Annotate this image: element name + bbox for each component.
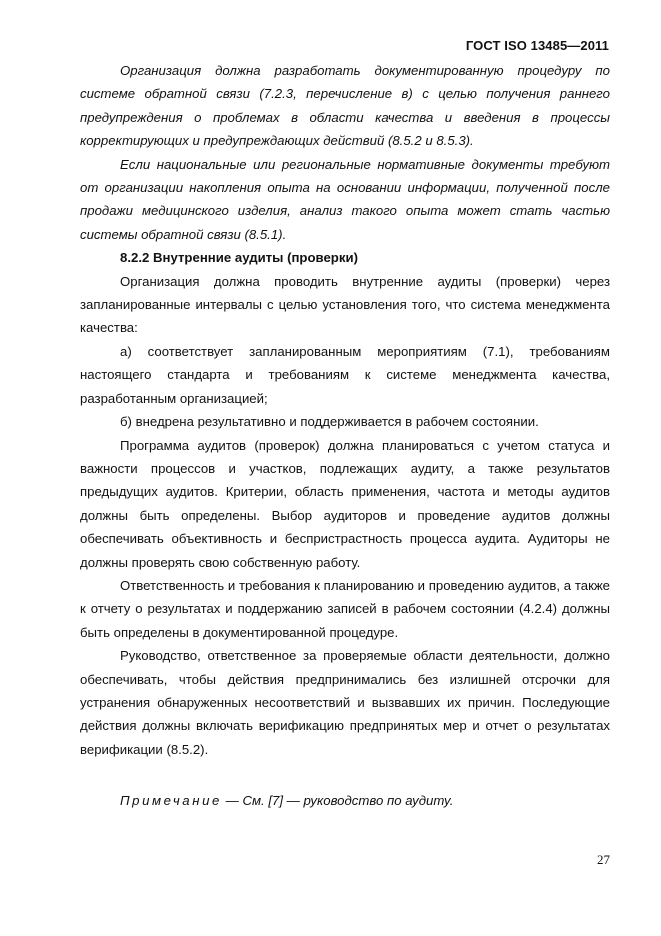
page-body <box>80 59 610 761</box>
note <box>120 789 453 812</box>
list-item-a: а) соответствует запланированным мероприятиям (7.1), требованиям настоящего стандарта и требованиям к системе менеджмента качества, разработанным организацией; <box>80 343 610 406</box>
note-text: — См. [7] — руководство по аудиту. <box>221 793 454 808</box>
paragraph-audit-intro: Организация должна проводить внутренние аудиты (проверки) через запланированные интервалы с целью установления того, что система менеджмента качества: <box>80 273 610 336</box>
paragraph-feedback-procedure: Организация должна разработать документированную процедуру по системе обратной связи (7.2.3, перечисление в) с целью получения раннего предупреждения о проблемах в области качества и введения в процессы корректирующих и предупреждающих действий (8.5.2 и 8.5.3). <box>80 63 610 149</box>
note-label: Примечание <box>120 793 222 808</box>
paragraph-management-actions: Руководство, ответственное за проверяемые области деятельности, должно обеспечивать, чтобы действия предпринимались без излишней отсрочки для устранения обнаруженных несоответствий и вызвавших их причин. Последующие действия должны включать верификацию предпринятых мер и отчет о результатах верификации (8.5.2). <box>80 648 610 757</box>
list-item-b: б) внедрена результативно и поддерживается в рабочем состоянии. <box>120 414 539 430</box>
page-number: 27 <box>597 852 610 867</box>
document-header: ГОСТ ISO 13485—2011 <box>465 38 609 53</box>
paragraph-audit-responsibility: Ответственность и требования к планированию и проведению аудитов, а также к отчету о результатах и поддержанию записей в рабочем состоянии (4.2.4) должны быть определены в документированной процедуре. <box>80 577 610 640</box>
section-heading: 8.2.2 Внутренние аудиты (проверки) <box>120 250 358 266</box>
paragraph-audit-program: Программа аудитов (проверок) должна планироваться с учетом статуса и важности процессов и участков, подлежащих аудиту, а также результатов предыдущих аудитов. Критерии, область применения, частота и методы аудитов должны быть определены. Выбор аудиторов и проведение аудитов должны обеспечивать объективность и беспристрастность процесса аудита. Аудиторы не должны проверять свою собственную работу. <box>80 437 610 570</box>
paragraph-feedback-experience: Если национальные или региональные нормативные документы требуют от организации накопления опыта на основании информации, полученной после продажи медицинского изделия, анализ такого опыта может стать частью системы обратной связи (8.5.1). <box>80 156 610 242</box>
